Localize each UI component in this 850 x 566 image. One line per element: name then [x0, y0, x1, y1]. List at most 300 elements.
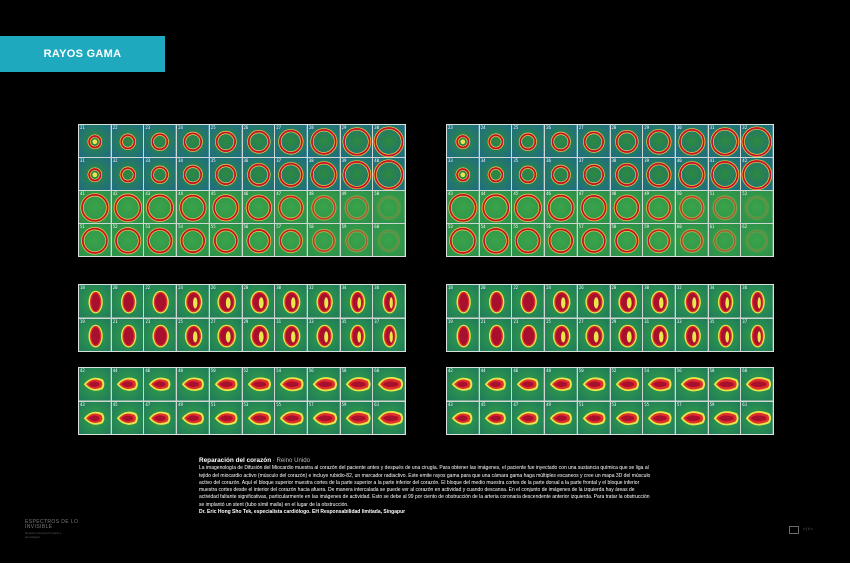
slice-number: 37: [742, 318, 748, 324]
slice-number: 25: [513, 125, 519, 130]
slice-number: 53: [145, 224, 151, 229]
scan-tile: [79, 125, 111, 157]
scan-tile: [341, 368, 373, 401]
slice-number: 27: [578, 318, 584, 324]
slice-number: 31: [276, 318, 282, 324]
scan-tile: [741, 368, 773, 401]
series-title: [25, 520, 78, 540]
scan-tile: [79, 368, 111, 401]
slice-number: 38: [611, 158, 617, 163]
scan-tile: [578, 402, 610, 435]
scan-tile: [243, 368, 275, 401]
scan-tile: [373, 191, 405, 223]
scan-tile: [643, 368, 675, 401]
scan-tile: [545, 191, 577, 223]
scan-tile: [79, 158, 111, 190]
scan-tile: [112, 402, 144, 435]
scan-tile: [741, 125, 773, 157]
slice-number: 27: [210, 318, 216, 324]
slice-number: 23: [145, 125, 151, 130]
slice-number: 51: [578, 401, 584, 407]
scan-tile: [611, 402, 643, 435]
scan-tile: [275, 125, 307, 157]
scan-tile: [275, 158, 307, 190]
scan-tile: [676, 402, 708, 435]
slice-number: 24: [178, 125, 183, 130]
slice-number: 44: [480, 368, 486, 373]
scan-tile: [676, 224, 708, 256]
scan-tile: [210, 319, 242, 352]
slice-number: 31: [644, 318, 650, 324]
scan-tile: [373, 158, 405, 190]
slice-number: 37: [374, 318, 380, 324]
slice-number: 43: [145, 191, 151, 196]
scan-tile: [611, 319, 643, 352]
slice-number: 34: [341, 285, 347, 290]
scan-tile: [447, 402, 479, 435]
panel-bot-right: [446, 367, 774, 435]
slice-number: 28: [611, 125, 617, 130]
scan-tile: [512, 368, 544, 401]
scan-tile: [709, 368, 741, 401]
slice-number: 56: [243, 224, 249, 229]
scan-tile: [79, 402, 111, 435]
scan-tile: [308, 191, 340, 223]
slice-number: 37: [578, 158, 584, 163]
scan-tile: [676, 285, 708, 318]
slice-number: 36: [374, 285, 380, 290]
scan-tile: [144, 158, 176, 190]
scan-tile: [676, 368, 708, 401]
slice-number: 33: [145, 158, 151, 163]
slice-number: 57: [676, 401, 682, 407]
scan-tile: [741, 285, 773, 318]
scan-tile: [447, 319, 479, 352]
slice-number: 62: [742, 224, 748, 229]
slice-number: 48: [308, 191, 314, 196]
slice-number: 19: [80, 318, 85, 324]
slice-number: 53: [611, 401, 617, 407]
slice-number: 34: [709, 285, 715, 290]
slice-number: 44: [480, 191, 486, 196]
slice-number: 34: [480, 158, 486, 163]
slice-number: 59: [341, 401, 347, 407]
slice-number: 28: [611, 285, 617, 290]
slice-number: 39: [341, 158, 347, 163]
scan-tile: [243, 191, 275, 223]
scan-tile: [210, 368, 242, 401]
scan-tile: [578, 319, 610, 352]
scan-tile: [545, 402, 577, 435]
scan-tile: [210, 224, 242, 256]
scan-tile: [275, 319, 307, 352]
slice-number: 24: [546, 285, 551, 290]
slice-number: 24: [480, 125, 486, 130]
slice-number: 18: [80, 285, 85, 290]
scan-tile: [112, 368, 144, 401]
scan-tile: [210, 158, 242, 190]
slice-number: 60: [676, 224, 682, 229]
panel-bot-left: [78, 367, 406, 435]
slice-number: 47: [145, 401, 151, 407]
slice-number: 36: [243, 158, 249, 163]
slice-number: 46: [243, 191, 249, 196]
slice-number: 33: [448, 158, 453, 163]
slice-number: 26: [546, 125, 551, 130]
scan-tile: [480, 125, 512, 157]
slice-number: 52: [611, 368, 617, 373]
slice-number: 22: [513, 285, 519, 290]
slice-number: 43: [448, 191, 453, 196]
slice-number: 36: [546, 158, 551, 163]
scan-tile: [578, 191, 610, 223]
scan-tile: [643, 285, 675, 318]
slice-number: 61: [742, 401, 748, 407]
scan-tile: [341, 285, 373, 318]
scan-tile: [144, 402, 176, 435]
scan-tile: [308, 125, 340, 157]
slice-number: 44: [178, 191, 183, 196]
scan-tile: [177, 191, 209, 223]
scan-tile: [79, 191, 111, 223]
scan-tile: [643, 125, 675, 157]
slice-number: 27: [276, 125, 282, 130]
slice-number: 54: [480, 224, 486, 229]
scan-tile: [709, 319, 741, 352]
scan-tile: [545, 125, 577, 157]
scan-tile: [709, 191, 741, 223]
slice-number: 26: [578, 285, 584, 290]
slice-number: 21: [112, 318, 118, 324]
scan-tile: [545, 158, 577, 190]
scan-tile: [373, 402, 405, 435]
series-subtitle-line-1: Nuestro universo humano y: [25, 530, 62, 535]
series-title-line-1: ESPECTROS DE LO: [25, 519, 79, 525]
slice-number: 60: [374, 368, 380, 373]
scan-tile: [447, 224, 479, 256]
scan-tile: [275, 368, 307, 401]
scan-tile: [112, 285, 144, 318]
banner-title: RAYOS GAMA: [0, 36, 165, 72]
slice-number: 42: [742, 158, 748, 163]
slice-number: 51: [210, 401, 216, 407]
scan-tile: [709, 224, 741, 256]
slice-number: 58: [308, 224, 314, 229]
scan-tile: [144, 368, 176, 401]
slice-number: 54: [178, 224, 183, 229]
slice-number: 35: [513, 158, 519, 163]
caption-credit: Dr. Eric Hong Sho Tek, especialista cardiólogo. EH Responsabilidad limitada, Singapur: [199, 509, 406, 516]
slice-number: 49: [178, 401, 183, 407]
slice-number: 49: [644, 191, 650, 196]
panel-mid-left: [78, 284, 406, 352]
scan-tile: [112, 158, 144, 190]
scan-tile: [643, 191, 675, 223]
scan-tile: [512, 285, 544, 318]
sponsor-logo-icon: [789, 526, 799, 534]
scan-tile: [709, 158, 741, 190]
scan-tile: [275, 191, 307, 223]
slice-number: 30: [374, 125, 380, 130]
slice-number: 46: [145, 368, 151, 373]
scan-tile: [373, 319, 405, 352]
slice-number: 52: [742, 191, 748, 196]
slice-number: 20: [112, 285, 118, 290]
slice-number: 42: [448, 368, 453, 373]
scan-tile: [177, 158, 209, 190]
slice-number: 29: [341, 125, 347, 130]
slice-number: 61: [374, 401, 380, 407]
scan-tile: [79, 285, 111, 318]
slice-number: 34: [178, 158, 183, 163]
slice-number: 48: [178, 368, 183, 373]
scan-tile: [512, 319, 544, 352]
scan-tile: [447, 191, 479, 223]
scan-tile: [112, 191, 144, 223]
scan-tile: [243, 158, 275, 190]
scan-tile: [741, 191, 773, 223]
slice-number: 22: [145, 285, 151, 290]
scan-tile: [210, 285, 242, 318]
series-subtitle-line-2: tecnológico: [25, 535, 41, 540]
slice-number: 35: [709, 318, 715, 324]
slice-number: 23: [448, 125, 453, 130]
slice-number: 30: [276, 285, 282, 290]
scan-tile: [741, 402, 773, 435]
slice-number: 50: [676, 191, 682, 196]
slice-number: 33: [308, 318, 314, 324]
slice-number: 24: [178, 285, 183, 290]
scan-tile: [480, 285, 512, 318]
slice-number: 57: [276, 224, 282, 229]
slice-number: 25: [210, 125, 216, 130]
scan-tile: [741, 319, 773, 352]
slice-number: 48: [546, 368, 551, 373]
scan-tile: [741, 224, 773, 256]
scan-tile: [341, 319, 373, 352]
slice-number: 56: [308, 368, 314, 373]
scan-tile: [210, 402, 242, 435]
sponsor-mark-icon: ≡ ∫ ∂ ≡: [803, 527, 813, 532]
slice-number: 43: [448, 401, 453, 407]
scan-tile: [243, 224, 275, 256]
slice-number: 28: [243, 285, 249, 290]
scan-tile: [308, 224, 340, 256]
slice-number: 27: [578, 125, 584, 130]
scan-tile: [512, 224, 544, 256]
scan-tile: [112, 125, 144, 157]
slice-number: 56: [546, 224, 551, 229]
slice-number: 58: [341, 368, 347, 373]
scan-tile: [308, 285, 340, 318]
slice-number: 41: [709, 158, 715, 163]
slice-number: 58: [709, 368, 715, 373]
caption-location: · Reino Unido: [271, 457, 311, 464]
scan-tile: [112, 224, 144, 256]
slice-number: 48: [611, 191, 617, 196]
scan-tile: [144, 191, 176, 223]
slice-number: 59: [341, 224, 347, 229]
slice-number: 35: [210, 158, 216, 163]
sponsor-logos: [789, 526, 813, 534]
slice-number: 56: [676, 368, 682, 373]
slice-number: 37: [276, 158, 282, 163]
slice-number: 46: [546, 191, 551, 196]
slice-number: 30: [676, 125, 682, 130]
scan-tile: [243, 402, 275, 435]
scan-tile: [144, 125, 176, 157]
scan-tile: [341, 224, 373, 256]
scan-tile: [512, 402, 544, 435]
slice-number: 40: [676, 158, 682, 163]
slice-number: 38: [308, 158, 314, 163]
scan-tile: [676, 125, 708, 157]
slice-number: 19: [448, 318, 453, 324]
scan-tile: [275, 402, 307, 435]
scan-tile: [512, 158, 544, 190]
slice-number: 47: [578, 191, 584, 196]
scan-tile: [341, 191, 373, 223]
scan-tile: [243, 125, 275, 157]
caption-title: Reparación del corazón: [199, 457, 272, 464]
scan-tile: [177, 319, 209, 352]
slice-number: 29: [644, 125, 650, 130]
slice-number: 45: [112, 401, 118, 407]
slice-number: 33: [676, 318, 682, 324]
slice-number: 54: [276, 368, 282, 373]
slice-number: 60: [742, 368, 748, 373]
scan-tile: [512, 125, 544, 157]
scan-tile: [545, 285, 577, 318]
scan-tile: [611, 158, 643, 190]
slice-number: 57: [308, 401, 314, 407]
slice-number: 50: [578, 368, 584, 373]
scan-tile: [709, 285, 741, 318]
scan-tile: [611, 224, 643, 256]
scan-tile: [447, 125, 479, 157]
scan-tile: [578, 224, 610, 256]
slice-number: 50: [374, 191, 380, 196]
scan-tile: [79, 319, 111, 352]
scan-tile: [341, 402, 373, 435]
slice-number: 35: [341, 318, 347, 324]
panel-top-left: [78, 124, 406, 257]
panel-top-right: [446, 124, 774, 257]
slice-number: 23: [145, 318, 151, 324]
scan-tile: [709, 402, 741, 435]
slice-number: 51: [709, 191, 715, 196]
scan-tile: [79, 224, 111, 256]
scan-tile: [480, 402, 512, 435]
slice-number: 52: [243, 368, 249, 373]
slice-number: 36: [742, 285, 748, 290]
slice-number: 20: [480, 285, 486, 290]
slice-number: 49: [546, 401, 551, 407]
scan-tile: [177, 224, 209, 256]
slice-number: 59: [644, 224, 650, 229]
slice-number: 61: [709, 224, 715, 229]
scan-tile: [643, 402, 675, 435]
scan-tile: [480, 158, 512, 190]
scan-tile: [676, 158, 708, 190]
scan-tile: [545, 319, 577, 352]
scan-tile: [676, 319, 708, 352]
scan-tile: [144, 285, 176, 318]
slice-number: 47: [513, 401, 519, 407]
slice-number: 51: [80, 224, 85, 229]
scan-tile: [480, 368, 512, 401]
scan-tile: [578, 125, 610, 157]
scan-tile: [611, 285, 643, 318]
slice-number: 60: [374, 224, 380, 229]
scan-tile: [177, 125, 209, 157]
slice-number: 32: [676, 285, 682, 290]
scan-tile: [447, 158, 479, 190]
slice-number: 49: [341, 191, 347, 196]
scan-tile: [373, 368, 405, 401]
slice-number: 57: [578, 224, 584, 229]
scan-tile: [243, 285, 275, 318]
scan-tile: [611, 125, 643, 157]
scan-tile: [545, 224, 577, 256]
slice-number: 59: [709, 401, 715, 407]
slice-number: 45: [513, 191, 519, 196]
slice-number: 46: [513, 368, 519, 373]
slice-number: 31: [709, 125, 715, 130]
slice-number: 53: [243, 401, 249, 407]
slice-number: 21: [80, 125, 85, 130]
slice-number: 26: [210, 285, 216, 290]
slice-number: 43: [80, 401, 85, 407]
slice-number: 54: [644, 368, 650, 373]
slice-number: 52: [112, 224, 118, 229]
scan-tile: [177, 368, 209, 401]
slice-number: 42: [80, 368, 85, 373]
slice-number: 55: [276, 401, 282, 407]
scan-tile: [308, 158, 340, 190]
scan-tile: [341, 158, 373, 190]
scan-tile: [144, 319, 176, 352]
series-title-line-2: INVISIBLE: [25, 524, 53, 531]
scan-tile: [308, 319, 340, 352]
slice-number: 23: [513, 318, 519, 324]
panel-mid-right: [446, 284, 774, 352]
slice-number: 41: [80, 191, 85, 196]
scan-tile: [308, 402, 340, 435]
scan-tile: [341, 125, 373, 157]
scan-tile: [480, 224, 512, 256]
scan-tile: [275, 224, 307, 256]
slice-number: 55: [513, 224, 519, 229]
caption: [199, 457, 651, 516]
slice-number: 55: [644, 401, 650, 407]
scan-tile: [243, 319, 275, 352]
slice-number: 28: [308, 125, 314, 130]
scan-tile: [643, 319, 675, 352]
slice-number: 44: [112, 368, 118, 373]
slice-number: 55: [210, 224, 216, 229]
scan-tile: [480, 319, 512, 352]
scan-tile: [512, 191, 544, 223]
scan-tile: [545, 368, 577, 401]
scan-tile: [741, 158, 773, 190]
slice-number: 31: [80, 158, 85, 163]
slice-number: 45: [210, 191, 216, 196]
slice-number: 29: [243, 318, 249, 324]
scan-tile: [373, 285, 405, 318]
scan-tile: [643, 158, 675, 190]
slice-number: 42: [112, 191, 118, 196]
